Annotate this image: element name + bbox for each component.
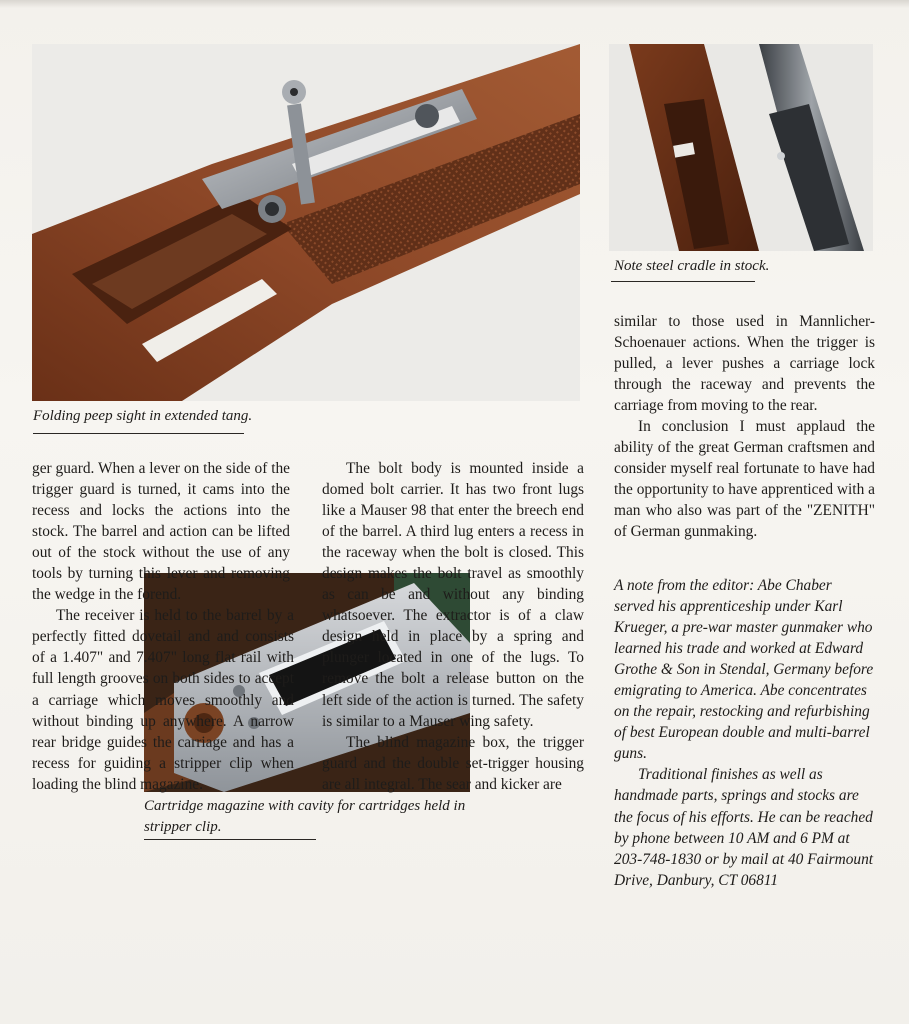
caption-rule xyxy=(33,433,244,434)
previous-page-edge xyxy=(0,0,909,8)
caption-peep-sight: Folding peep sight in extended tang. xyxy=(33,408,253,424)
editor-note-paragraph: Traditional finishes as well as handmade parts, springs and stocks are the focus of his efforts. He can be reached by phone between 10 AM and 6 PM at 203-748-1830 or by mail at 40 Fairmount Drive, Danbury, CT 06811 xyxy=(614,766,874,889)
caption-rule xyxy=(611,281,755,282)
article-column-3 xyxy=(614,311,875,543)
editor-note xyxy=(614,575,875,891)
caption-rule xyxy=(144,839,316,840)
body-paragraph: The receiver is held to the barrel by a perfectly fitted dovetail and and consists of a 1.407" and 7.407" long flat rail with full length grooves on both sides to accept a carriage which moves smoothly and without binding up anywhere. A narrow rear bridge guides the carriage and has a recess for guiding a stripper clip when loading the blind magazine. xyxy=(32,607,294,793)
editor-note-paragraph: A note from the editor: Abe Chaber served his apprenticeship under Karl Krueger, a pre-war master gunmaker who learned his trade and worked at Edward Grothe & Son in Stendal, Germany before emigrating to America. Abe concentrates on the repair, restocking and refurbishing of best European double and multi-barrel guns. xyxy=(614,577,874,763)
body-paragraph: In conclusion I must applaud the ability of the great German craftsmen and consider myself real fortunate to have had the opportunity to have apprenticed with a man who also was part of the "ZENITH" of German gunmaking. xyxy=(614,418,875,541)
body-paragraph: similar to those used in Mannlicher-Schoenauer actions. When the trigger is pulled, a lever pushes a carriage lock through the raceway and prevents the carriage from moving to the rear. xyxy=(614,313,875,415)
article-column-2 xyxy=(322,458,584,795)
body-paragraph: ger guard. When a lever on the side of the trigger guard is turned, it cams into the recess and locks the actions into the stock. The barrel and action can be lifted out of the stock without the use of any tools by turning this lever and removing the wedge in the forend. xyxy=(32,460,290,604)
photo-peep-sight xyxy=(32,44,580,401)
body-paragraph: The bolt body is mounted inside a domed bolt carrier. It has two front lugs like a Mauser 98 that enter the breech end of the barrel. A third lug enters a recess in the raceway when the bolt is closed. This design makes the bolt travel as smoothly as can be and without any binding whatsoever. The extractor is of a claw design held in place by a spring and plunger located in one of the lugs. To remove the bolt a release button on the left side of the action is turned. The safety is similar to a Mauser wing safety. xyxy=(322,460,584,730)
caption-magazine: Cartridge magazine with cavity for cartridges held in stripper clip. xyxy=(144,798,466,835)
body-paragraph: The blind magazine box, the trigger guard and the double set-trigger housing are all integral. The sear and kicker are xyxy=(322,733,584,793)
photo-steel-cradle xyxy=(609,44,873,251)
caption-steel-cradle: Note steel cradle in stock. xyxy=(614,258,770,274)
article-column-1 xyxy=(32,458,294,795)
